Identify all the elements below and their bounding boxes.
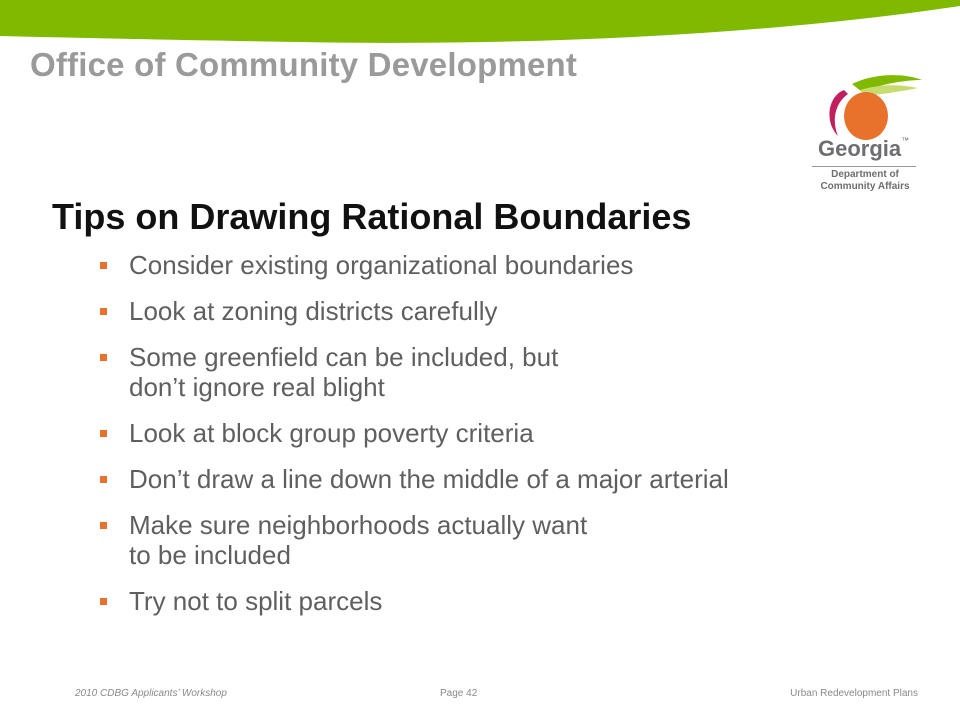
logo-subtitle-line2: Community Affairs: [820, 181, 910, 192]
footer-section-title: Urban Redevelopment Plans: [790, 688, 918, 699]
logo-subtitle: [810, 169, 920, 193]
bullet-text: Some greenfield can be included, but: [129, 342, 559, 372]
bullet-square-icon: [100, 354, 107, 361]
slide-title: Tips on Drawing Rational Boundaries: [52, 196, 692, 237]
logo-subtitle-line1: Department of: [831, 169, 899, 180]
bullet-square-icon: [100, 476, 107, 483]
bullet-item: [100, 342, 900, 402]
bullet-item: [100, 510, 900, 570]
peach-shape: [844, 92, 888, 140]
bullet-square-icon: [100, 430, 107, 437]
bullet-square-icon: [100, 522, 107, 529]
bullet-item: [100, 250, 900, 280]
footer-page-number: Page 42: [440, 688, 478, 699]
bullet-text: Consider existing organizational boundaries: [129, 250, 634, 280]
bullet-square-icon: [100, 262, 107, 269]
bullet-item: [100, 296, 900, 326]
bullet-text: Make sure neighborhoods actually want: [129, 510, 588, 540]
bullet-square-icon: [100, 598, 107, 605]
bullet-list: [100, 250, 900, 632]
bullet-text-continued: to be included: [129, 540, 291, 570]
bullet-item: [100, 586, 900, 616]
bullet-text: Don’t draw a line down the middle of a major arterial: [129, 464, 729, 494]
bullet-item: [100, 464, 900, 494]
logo-wordmark: [818, 136, 909, 162]
bullet-text: Look at zoning districts carefully: [129, 296, 498, 326]
footer-workshop: 2010 CDBG Applicants’ Workshop: [75, 688, 227, 699]
bullet-text-continued: don’t ignore real blight: [129, 372, 385, 402]
georgia-dca-logo: [800, 70, 930, 195]
bullet-square-icon: [100, 308, 107, 315]
green-band-shape: [0, 0, 960, 43]
bullet-text: Try not to split parcels: [129, 586, 383, 616]
office-name: Office of Community Development: [30, 46, 578, 83]
bullet-item: [100, 418, 900, 448]
logo-divider: [812, 166, 916, 167]
peach-logo-icon: [810, 70, 930, 142]
logo-trademark: ™: [901, 136, 910, 145]
logo-word-text: Georgia: [818, 136, 902, 161]
bullet-text: Look at block group poverty criteria: [129, 418, 534, 448]
